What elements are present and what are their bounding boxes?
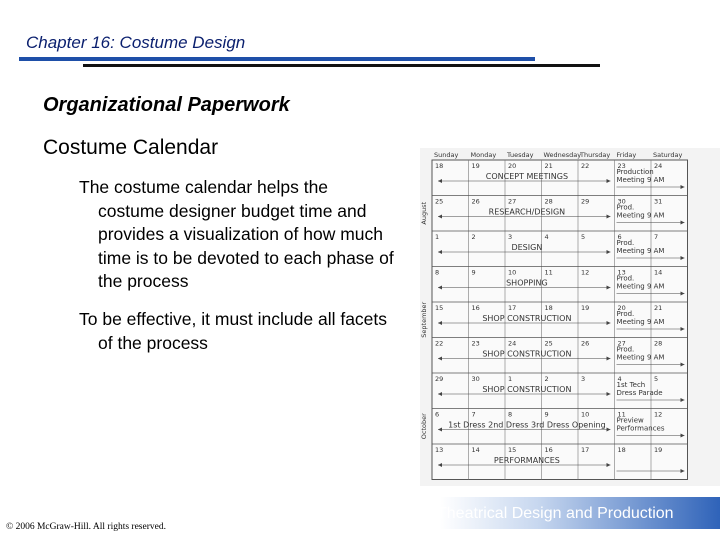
date-number: 19 — [581, 304, 590, 312]
date-number: 8 — [435, 268, 440, 277]
production-note: Dress Parade — [616, 389, 663, 397]
phase-label: DESIGN — [511, 243, 543, 252]
date-number: 6 — [435, 410, 440, 419]
date-number: 22 — [581, 162, 590, 170]
date-number: 27 — [508, 197, 517, 206]
date-number: 15 — [435, 304, 444, 312]
date-number: 18 — [617, 446, 626, 454]
date-number: 23 — [617, 162, 626, 170]
date-number: 1 — [435, 233, 440, 241]
date-number: 29 — [435, 375, 444, 383]
date-number: 12 — [581, 268, 590, 277]
production-note: Performances — [616, 424, 665, 433]
date-number: 25 — [544, 339, 553, 348]
chapter-title: Chapter 16: Costume Design — [26, 33, 246, 52]
date-number: 16 — [544, 446, 553, 454]
production-note: Meeting 9 AM — [616, 282, 665, 291]
book-title: Theatrical Design and Production — [437, 505, 674, 522]
costume-calendar-image — [420, 148, 720, 486]
phase-label: PERFORMANCES — [493, 456, 560, 465]
phase-label: SHOP CONSTRUCTION — [482, 385, 572, 394]
date-number: 9 — [544, 410, 549, 419]
date-number: 19 — [654, 446, 663, 454]
date-number: 31 — [654, 197, 663, 206]
phase-label: CONCEPT MEETINGS — [485, 172, 569, 181]
slide-subheading: Costume Calendar — [43, 136, 219, 159]
date-number: 3 — [581, 375, 586, 383]
production-note: Prod. — [616, 274, 635, 283]
date-number: 12 — [654, 410, 663, 419]
date-number: 20 — [617, 304, 626, 312]
date-number: 17 — [508, 304, 517, 312]
date-number: 4 — [617, 375, 622, 383]
day-header: Tuesday — [507, 151, 534, 159]
date-number: 10 — [508, 268, 517, 277]
date-number: 30 — [617, 197, 626, 206]
month-label: October — [420, 413, 428, 440]
header-divider-black — [83, 64, 600, 67]
date-number: 21 — [544, 162, 553, 170]
day-header: Sunday — [434, 151, 459, 159]
day-header: Saturday — [653, 151, 683, 159]
production-note: Prod. — [616, 203, 635, 212]
phase-label: RESEARCH/DESIGN — [488, 207, 566, 217]
date-number: 4 — [544, 233, 549, 241]
date-number: 26 — [471, 197, 480, 206]
phase-label: SHOP CONSTRUCTION — [482, 349, 572, 359]
date-number: 5 — [581, 233, 586, 241]
date-number: 21 — [654, 304, 663, 312]
date-number: 7 — [654, 233, 659, 241]
bullet-paragraph-1: The costume calendar helps the costume designer budget time and provides a visualization of how much time is to be devoted to each phase of the process — [79, 177, 394, 291]
production-note: Production — [616, 168, 654, 176]
date-number: 19 — [471, 162, 480, 170]
production-note: Meeting 9 AM — [616, 247, 665, 255]
date-number: 24 — [508, 339, 517, 348]
month-label: August — [420, 201, 428, 225]
date-number: 26 — [581, 339, 590, 348]
date-number: 28 — [654, 339, 663, 348]
date-number: 20 — [508, 162, 517, 170]
production-note: Meeting 9 AM — [616, 211, 665, 220]
date-number: 10 — [581, 410, 590, 419]
production-note: 1st Tech — [616, 381, 646, 389]
date-number: 27 — [617, 339, 626, 348]
copyright-notice: © 2006 McGraw-Hill. All rights reserved. — [6, 522, 166, 532]
header-divider-blue — [19, 57, 535, 61]
phase-label: SHOPPING — [506, 278, 548, 288]
date-number: 13 — [435, 446, 444, 454]
calendar-grid — [420, 148, 720, 486]
date-number: 6 — [617, 233, 622, 241]
date-number: 18 — [544, 304, 553, 312]
date-number: 25 — [435, 197, 444, 206]
date-number: 22 — [435, 339, 444, 348]
date-number: 13 — [617, 268, 626, 277]
date-number: 2 — [471, 233, 476, 241]
production-note: Meeting 9 AM — [616, 176, 665, 184]
date-number: 5 — [654, 375, 659, 383]
day-header: Wednesday — [543, 151, 582, 159]
date-number: 28 — [544, 197, 553, 206]
date-number: 3 — [508, 233, 513, 241]
date-number: 1 — [508, 375, 513, 383]
date-number: 30 — [471, 375, 480, 383]
date-number: 11 — [544, 268, 553, 277]
bullet-paragraph-2: To be effective, it must include all facets of the process — [79, 309, 388, 353]
day-header: Friday — [616, 151, 637, 159]
date-number: 7 — [471, 410, 476, 419]
phase-label: SHOP CONSTRUCTION — [482, 314, 572, 323]
date-number: 24 — [654, 162, 663, 170]
production-note: Meeting 9 AM — [616, 353, 665, 362]
date-number: 8 — [508, 410, 513, 419]
slide-heading: Organizational Paperwork — [43, 94, 290, 116]
production-note: Prod. — [616, 239, 635, 247]
month-label: September — [420, 301, 428, 338]
day-header: Thursday — [580, 151, 611, 159]
production-note: Prod. — [616, 310, 635, 318]
date-number: 14 — [471, 446, 480, 454]
date-number: 16 — [471, 304, 480, 312]
date-number: 17 — [581, 446, 590, 454]
date-number: 29 — [581, 197, 590, 206]
date-number: 2 — [544, 375, 549, 383]
phase-label: 1st Dress 2nd Dress 3rd Dress Opening — [448, 420, 606, 430]
production-note: Meeting 9 AM — [616, 318, 665, 326]
day-header: Monday — [470, 151, 497, 159]
production-note: Prod. — [616, 345, 635, 354]
date-number: 18 — [435, 162, 444, 170]
date-number: 11 — [617, 410, 626, 419]
date-number: 14 — [654, 268, 663, 277]
date-number: 23 — [471, 339, 480, 348]
date-number: 9 — [471, 268, 476, 277]
date-number: 15 — [508, 446, 517, 454]
production-note: Preview — [616, 416, 644, 425]
